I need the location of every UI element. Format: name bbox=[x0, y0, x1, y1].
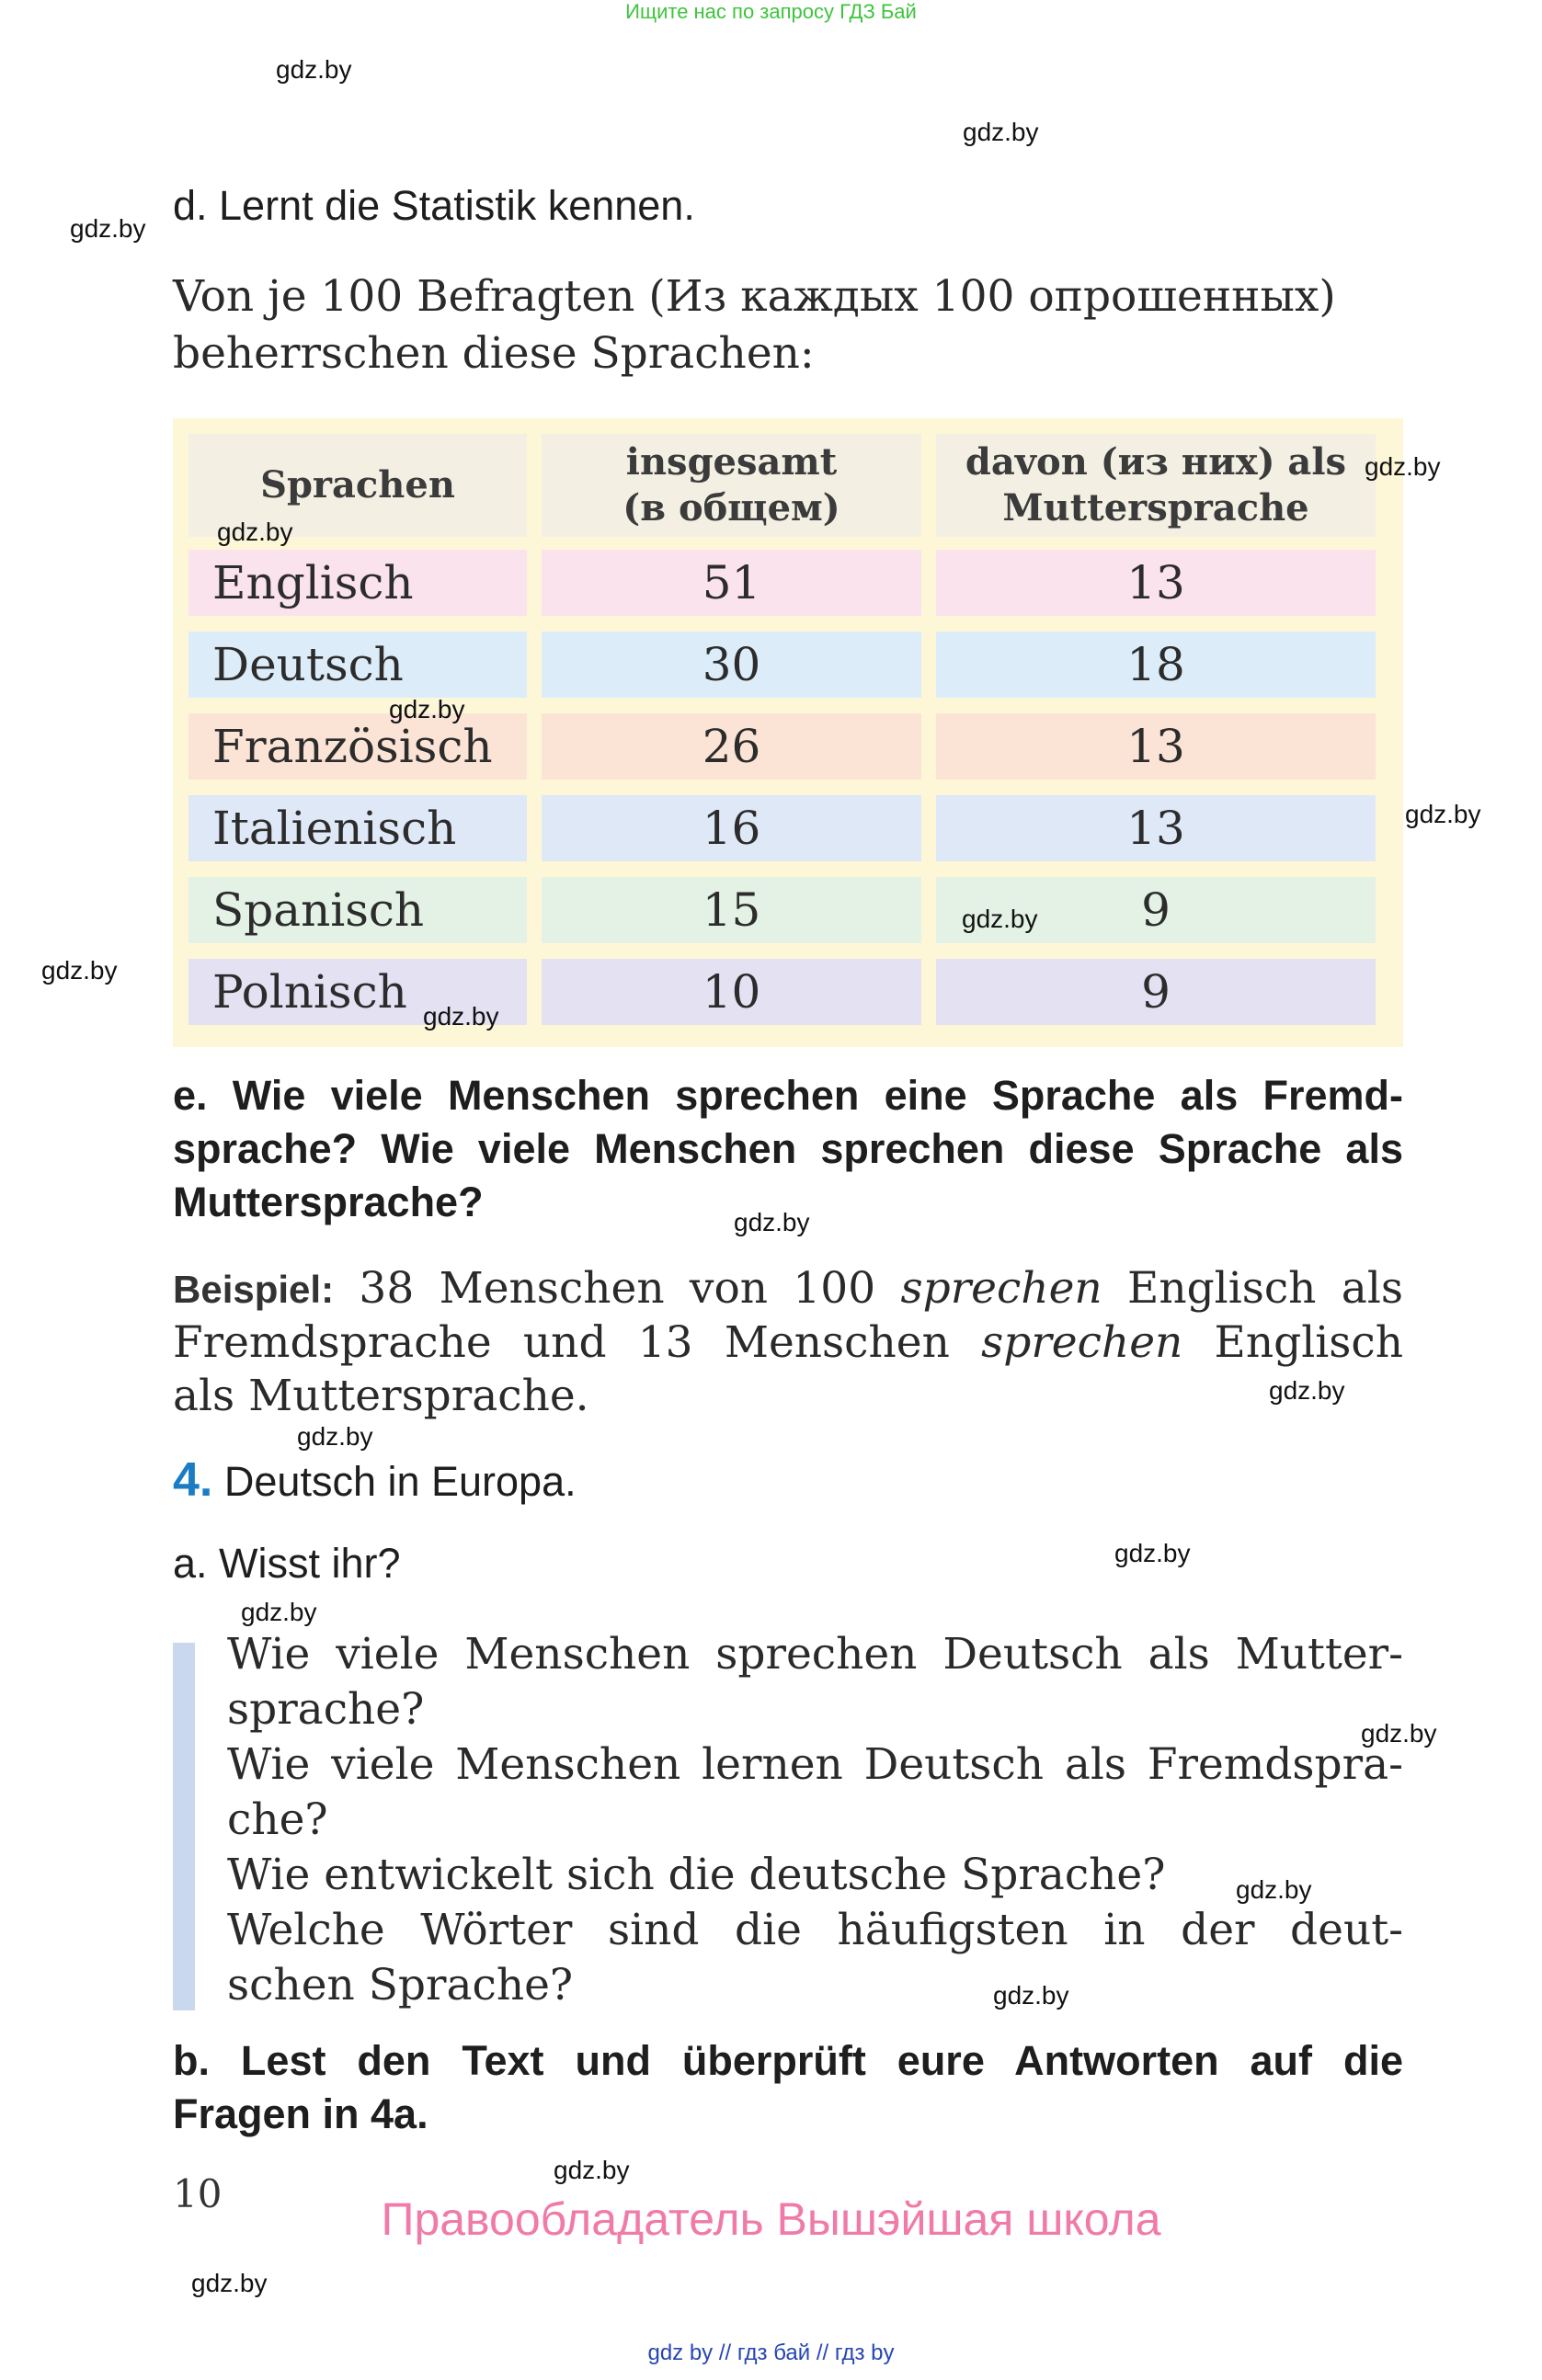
question-line: Wie viele Menschen lernen Deutsch als Fremdspra- bbox=[227, 1739, 1403, 1790]
watermark: gdz.by bbox=[217, 518, 293, 546]
watermark: gdz.by bbox=[554, 2156, 630, 2184]
header-total bbox=[542, 434, 921, 537]
task-4b-line-1: b. Lest den Text und überprüft eure Antworten auf die bbox=[173, 2037, 1403, 2084]
section-d-title: d. Lernt die Statistik kennen. bbox=[173, 182, 695, 229]
task-number: 4. bbox=[173, 1453, 213, 1507]
watermark: gdz.by bbox=[191, 2269, 268, 2297]
watermark: gdz.by bbox=[70, 214, 146, 243]
example-text: Englisch bbox=[1214, 1317, 1403, 1368]
example-line-2 bbox=[173, 1316, 1403, 1370]
copyright-notice: Правообладатель Вышэйшая школа bbox=[381, 2193, 1161, 2245]
total-cell: 51 bbox=[542, 550, 921, 616]
task-4a-title: a. Wisst ihr? bbox=[173, 1540, 401, 1587]
watermark: gdz.by bbox=[962, 905, 1038, 933]
question-line: che? bbox=[227, 1794, 328, 1845]
header-native-line1: davon (из них) als bbox=[965, 440, 1347, 484]
total-cell: 26 bbox=[542, 713, 921, 780]
header-native bbox=[936, 434, 1376, 537]
section-e-line-1: e. Wie viele Menschen sprechen eine Sprache als Fremd- bbox=[173, 1072, 1403, 1119]
watermark: gdz.by bbox=[993, 1981, 1069, 2010]
watermark: gdz.by bbox=[1361, 1719, 1437, 1748]
total-cell: 16 bbox=[542, 795, 921, 861]
example-label: Beispiel: bbox=[173, 1268, 335, 1311]
top-search-hint[interactable]: Ищите нас по запросу ГДЗ Бай bbox=[625, 0, 917, 23]
total-cell: 10 bbox=[542, 959, 921, 1025]
language-cell: Spanisch bbox=[188, 877, 527, 943]
question-line: sprache? bbox=[227, 1684, 425, 1735]
watermark: gdz.by bbox=[297, 1422, 373, 1451]
total-cell: 15 bbox=[542, 877, 921, 943]
header-native-line2: Muttersprache bbox=[1002, 486, 1309, 530]
watermark: gdz.by bbox=[276, 55, 352, 84]
question-line: Wie entwickelt sich die deutsche Sprache? bbox=[227, 1850, 1166, 1900]
language-cell: Deutsch bbox=[188, 632, 527, 698]
native-cell: 13 bbox=[936, 713, 1376, 780]
example-verb: sprechen bbox=[981, 1317, 1183, 1368]
example-block bbox=[173, 1262, 1403, 1423]
watermark: gdz.by bbox=[389, 695, 465, 723]
language-cell: Englisch bbox=[188, 550, 527, 616]
native-cell: 9 bbox=[936, 959, 1376, 1025]
section-d-intro bbox=[173, 268, 1403, 382]
task-4-heading bbox=[173, 1452, 577, 1508]
example-text: 38 Menschen von 100 bbox=[359, 1263, 876, 1314]
task-4-title: Deutsch in Europa. bbox=[223, 1458, 577, 1505]
questions-block bbox=[227, 1627, 1403, 2013]
watermark: gdz.by bbox=[1365, 452, 1441, 481]
section-e-line-2: sprache? Wie viele Menschen sprechen diese Sprache als bbox=[173, 1125, 1403, 1172]
task-4b-line-2: Fragen in 4a. bbox=[173, 2090, 428, 2137]
example-text: Englisch als bbox=[1127, 1263, 1403, 1314]
example-line-1 bbox=[173, 1262, 1403, 1316]
intro-line-1: Von je 100 Befragten (Из каждых 100 опрошенных) bbox=[173, 271, 1336, 322]
question-line: Welche Wörter sind die häufigsten in der deut- bbox=[227, 1905, 1403, 1955]
section-e-question bbox=[173, 1069, 1403, 1229]
example-verb: sprechen bbox=[900, 1263, 1102, 1314]
language-cell: Polnisch bbox=[188, 959, 527, 1025]
watermark: gdz.by bbox=[1269, 1376, 1345, 1405]
intro-line-2: beherrschen diese Sprachen: bbox=[173, 328, 815, 379]
task-4b bbox=[173, 2034, 1403, 2141]
example-line-3: als Muttersprache. bbox=[173, 1371, 589, 1421]
header-languages: Sprachen bbox=[188, 434, 527, 537]
bottom-links[interactable]: gdz by // гдз бай // гдз by bbox=[647, 2340, 895, 2365]
language-cell: Italienisch bbox=[188, 795, 527, 861]
watermark: gdz.by bbox=[1114, 1539, 1191, 1567]
question-line: Wie viele Menschen sprechen Deutsch als Mutter- bbox=[227, 1629, 1403, 1680]
watermark: gdz.by bbox=[963, 118, 1039, 146]
language-cell: Französisch bbox=[188, 713, 527, 780]
watermark: gdz.by bbox=[241, 1598, 317, 1626]
watermark: gdz.by bbox=[41, 956, 118, 985]
native-cell: 13 bbox=[936, 795, 1376, 861]
question-line: schen Sprache? bbox=[227, 1960, 574, 2010]
watermark: gdz.by bbox=[1236, 1875, 1312, 1904]
section-e-line-3: Muttersprache? bbox=[173, 1179, 484, 1225]
native-cell: 13 bbox=[936, 550, 1376, 616]
native-cell: 9 bbox=[936, 877, 1376, 943]
page-number: 10 bbox=[173, 2171, 223, 2216]
questions-sidebar-bar bbox=[173, 1643, 195, 2010]
header-total-line1: insgesamt bbox=[625, 440, 838, 484]
example-text: Fremdsprache und 13 Menschen bbox=[173, 1317, 950, 1368]
native-cell: 18 bbox=[936, 632, 1376, 698]
total-cell: 30 bbox=[542, 632, 921, 698]
statistics-table bbox=[173, 418, 1403, 1047]
watermark: gdz.by bbox=[423, 1002, 499, 1031]
header-total-line2: (в общем) bbox=[623, 486, 840, 530]
watermark: gdz.by bbox=[1405, 800, 1481, 828]
watermark: gdz.by bbox=[734, 1208, 810, 1236]
